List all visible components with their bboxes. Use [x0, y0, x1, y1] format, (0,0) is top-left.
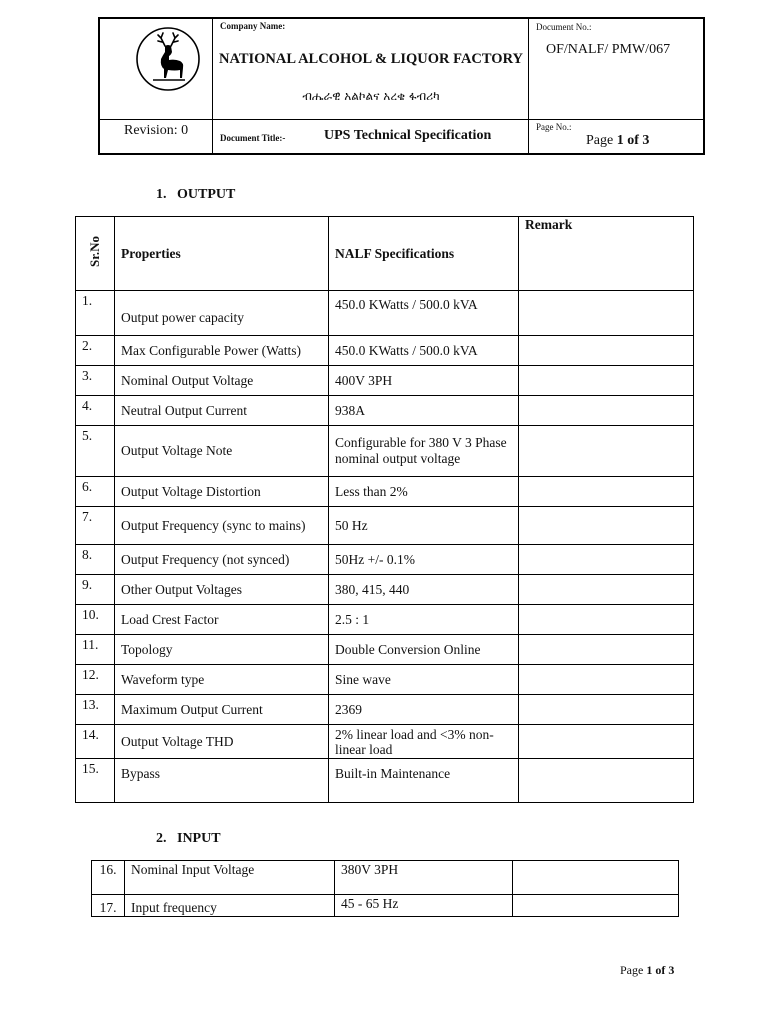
document-title: UPS Technical Specification — [324, 128, 492, 143]
page-footer: Page 1 of 3 — [620, 963, 675, 977]
cell-specification: 938A — [329, 396, 519, 426]
cell-specification: 380V 3PH — [335, 861, 513, 895]
cell-sr-no: 7. — [76, 507, 115, 545]
cell-specification: 400V 3PH — [329, 366, 519, 396]
cell-sr-no: 6. — [76, 477, 115, 507]
cell-sr-no: 13. — [76, 695, 115, 725]
cell-property: Neutral Output Current — [115, 396, 329, 426]
table-row — [76, 336, 694, 366]
cell-sr-no: 9. — [76, 575, 115, 605]
cell-property: Output Frequency (not synced) — [115, 545, 329, 575]
table-row — [76, 507, 694, 545]
cell-specification: 50Hz +/- 0.1% — [329, 545, 519, 575]
cell-sr-no: 4. — [76, 396, 115, 426]
page-no-label: Page No.: — [536, 122, 572, 132]
cell-remark — [519, 605, 694, 635]
cell-property: Output Voltage Note — [115, 426, 329, 477]
cell-sr-no: 14. — [76, 725, 115, 759]
cell-remark — [519, 725, 694, 759]
cell-sr-no: 2. — [76, 336, 115, 366]
table-row — [76, 291, 694, 336]
cell-sr-no: 5. — [76, 426, 115, 477]
cell-remark — [519, 545, 694, 575]
header-divider — [100, 119, 703, 120]
cell-sr-no: 15. — [76, 759, 115, 803]
cell-sr-no: 11. — [76, 635, 115, 665]
document-no-label: Document No.: — [536, 22, 592, 32]
section-heading-input: 2. INPUT — [156, 831, 221, 846]
cell-specification: 450.0 KWatts / 500.0 kVA — [329, 291, 519, 336]
cell-specification: 2% linear load and <3% non-linear load — [329, 725, 519, 759]
cell-sr-no: 10. — [76, 605, 115, 635]
table-row — [76, 759, 694, 803]
cell-sr-no: 17. — [92, 895, 125, 917]
table-row — [76, 396, 694, 426]
cell-specification: Sine wave — [329, 665, 519, 695]
cell-sr-no: 1. — [76, 291, 115, 336]
cell-specification: Double Conversion Online — [329, 635, 519, 665]
cell-specification: Configurable for 380 V 3 Phase nominal output voltage — [329, 426, 519, 477]
cell-property: Output Frequency (sync to mains) — [115, 507, 329, 545]
table-row — [92, 861, 679, 895]
cell-specification: 50 Hz — [329, 507, 519, 545]
cell-remark — [519, 477, 694, 507]
cell-remark — [519, 507, 694, 545]
cell-property: Maximum Output Current — [115, 695, 329, 725]
cell-property: Waveform type — [115, 665, 329, 695]
table-row — [76, 665, 694, 695]
cell-remark — [519, 366, 694, 396]
cell-property: Nominal Output Voltage — [115, 366, 329, 396]
table-header-row — [76, 217, 694, 291]
section-heading-output: 1. OUTPUT — [156, 187, 236, 202]
cell-remark — [519, 426, 694, 477]
cell-remark — [519, 291, 694, 336]
cell-specification: Built-in Maintenance — [329, 759, 519, 803]
table-row — [76, 575, 694, 605]
cell-remark — [519, 665, 694, 695]
header-divider — [212, 19, 213, 153]
input-spec-table — [91, 860, 679, 917]
cell-property: Topology — [115, 635, 329, 665]
cell-specification: 380, 415, 440 — [329, 575, 519, 605]
document-title-label: Document Title:- — [220, 133, 286, 143]
cell-sr-no: 8. — [76, 545, 115, 575]
cell-remark — [519, 336, 694, 366]
table-row — [76, 695, 694, 725]
cell-sr-no: 16. — [92, 861, 125, 895]
cell-property: Output Voltage Distortion — [115, 477, 329, 507]
company-name-amharic: ብሔራዊ አልኮልና አረቄ ፋብሪካ — [302, 89, 440, 103]
company-name-label: Company Name: — [220, 21, 286, 31]
cell-sr-no: 12. — [76, 665, 115, 695]
cell-remark — [519, 695, 694, 725]
cell-sr-no: 3. — [76, 366, 115, 396]
table-row — [76, 477, 694, 507]
document-header — [98, 17, 705, 155]
table-row — [76, 545, 694, 575]
cell-property: Max Configurable Power (Watts) — [115, 336, 329, 366]
document-no: OF/NALF/ PMW/067 — [546, 42, 671, 57]
table-row — [76, 635, 694, 665]
cell-property: Nominal Input Voltage — [125, 861, 335, 895]
page-no: Page 1 of 3 — [586, 133, 650, 148]
output-spec-table — [75, 216, 694, 803]
cell-property: Load Crest Factor — [115, 605, 329, 635]
column-header-specifications: NALF Specifications — [329, 217, 519, 291]
table-row — [76, 426, 694, 477]
company-name: NATIONAL ALCOHOL & LIQUOR FACTORY — [218, 51, 524, 67]
column-header-remark: Remark — [519, 217, 694, 291]
table-row — [92, 895, 679, 917]
column-header-sr-no: Sr.No — [76, 217, 115, 291]
column-header-properties: Properties — [115, 217, 329, 291]
cell-specification: 45 - 65 Hz — [335, 895, 513, 917]
cell-property: Bypass — [115, 759, 329, 803]
cell-property: Input frequency — [125, 895, 335, 917]
cell-property: Output Voltage THD — [115, 725, 329, 759]
deer-logo-icon — [135, 26, 201, 92]
cell-remark — [513, 895, 679, 917]
revision: Revision: 0 — [124, 123, 189, 138]
table-row — [76, 725, 694, 759]
cell-specification: Less than 2% — [329, 477, 519, 507]
cell-specification: 2369 — [329, 695, 519, 725]
table-row — [76, 366, 694, 396]
cell-remark — [519, 396, 694, 426]
cell-specification: 2.5 : 1 — [329, 605, 519, 635]
table-row — [76, 605, 694, 635]
cell-specification: 450.0 KWatts / 500.0 kVA — [329, 336, 519, 366]
cell-property: Output power capacity — [115, 291, 329, 336]
cell-remark — [519, 575, 694, 605]
cell-remark — [519, 635, 694, 665]
cell-property: Other Output Voltages — [115, 575, 329, 605]
cell-remark — [513, 861, 679, 895]
header-divider — [528, 19, 529, 153]
cell-remark — [519, 759, 694, 803]
